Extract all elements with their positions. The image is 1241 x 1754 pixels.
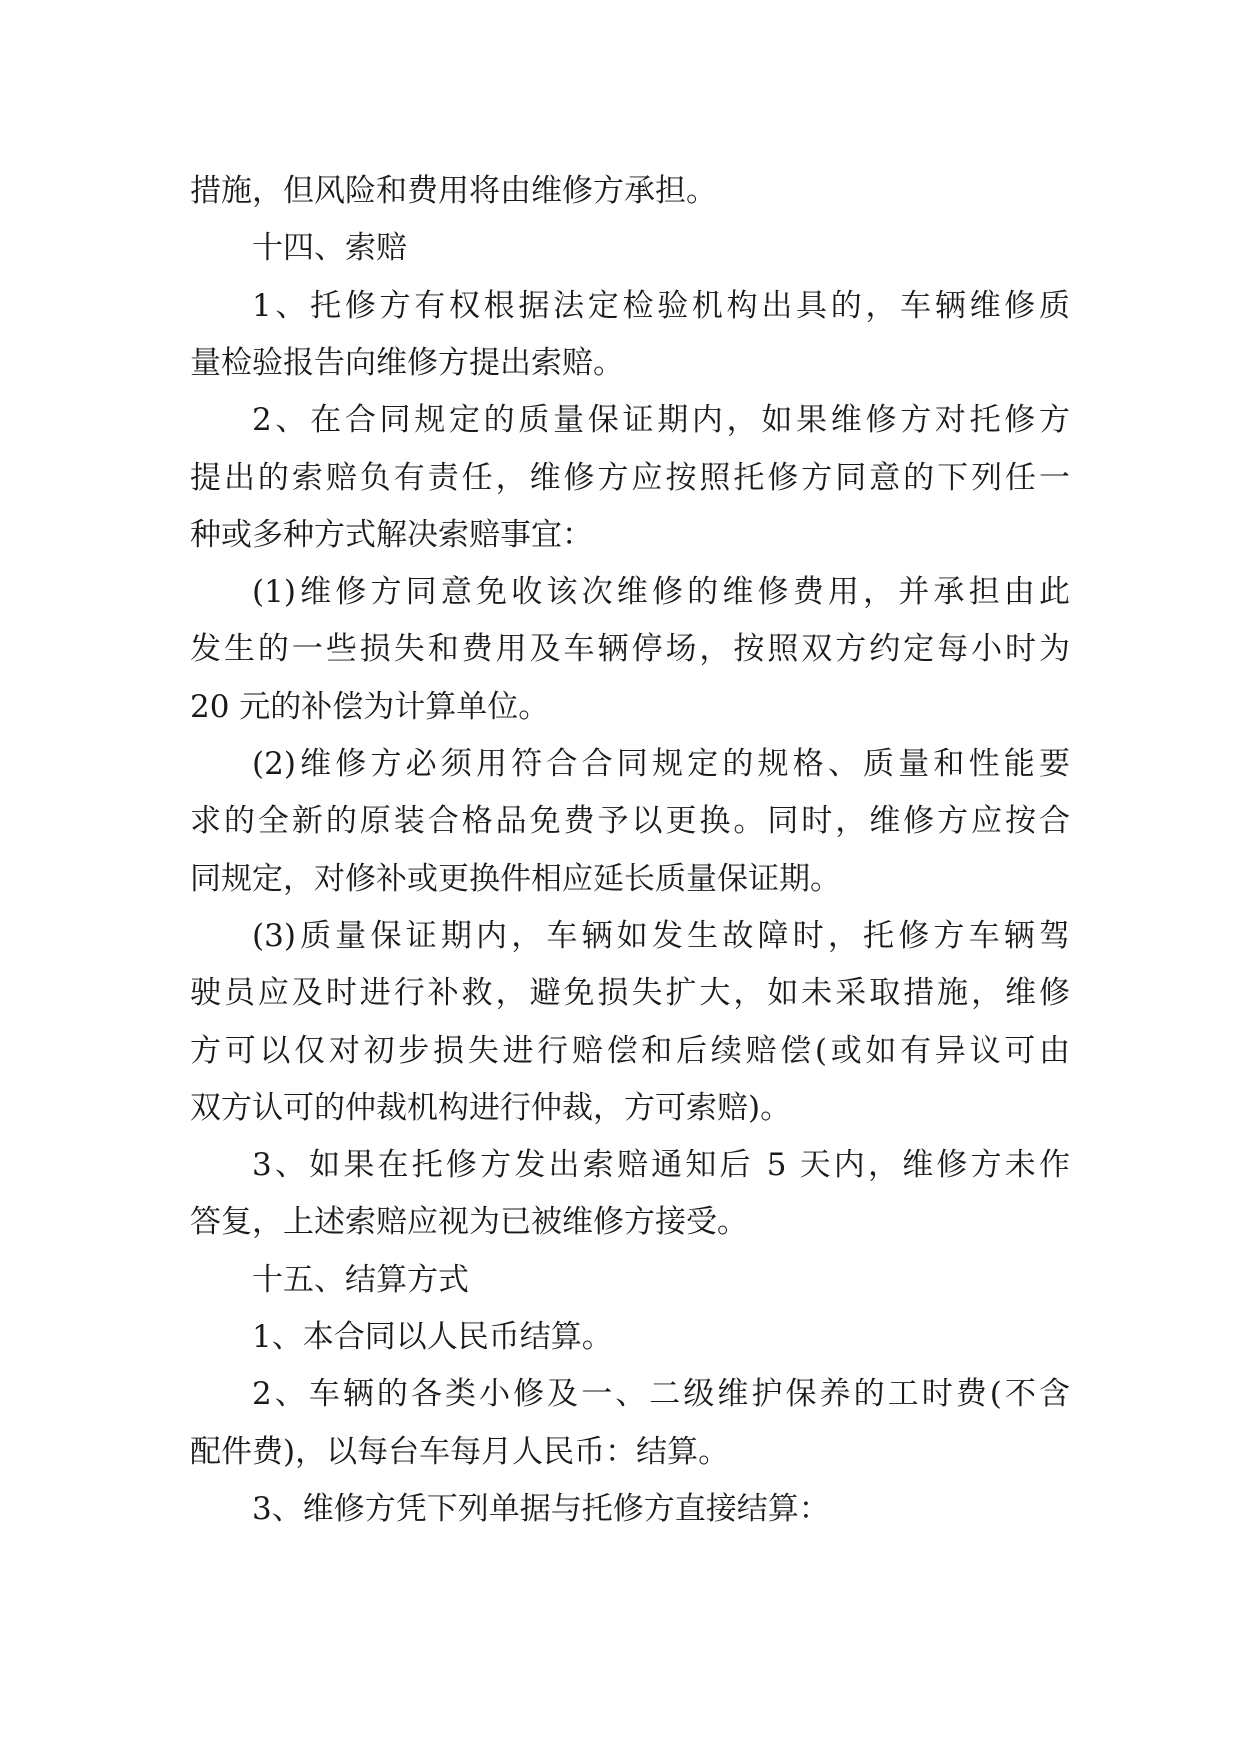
text-line: 3、维修方凭下列单据与托修方直接结算： bbox=[252, 1491, 830, 1527]
text-line: 1、托修方有权根据法定检验机构出具的，车辆维修质 bbox=[252, 288, 1070, 324]
text-line: 20 元的补偿为计算单位。 bbox=[190, 689, 550, 725]
text-line: 同规定，对修补或更换件相应延长质量保证期。 bbox=[190, 861, 841, 897]
text-line: 求的全新的原装合格品免费予以更换。同时，维修方应按合 bbox=[190, 803, 1070, 839]
text-line: 量检验报告向维修方提出索赔。 bbox=[190, 345, 624, 381]
text-line: 十五、结算方式 bbox=[252, 1262, 469, 1298]
text-line: 答复，上述索赔应视为已被维修方接受。 bbox=[190, 1204, 748, 1240]
text-line: 驶员应及时进行补救，避免损失扩大，如未采取措施，维修 bbox=[190, 975, 1070, 1011]
text-line: 2、车辆的各类小修及一、二级维护保养的工时费(不含 bbox=[252, 1376, 1070, 1412]
text-line: (2)维修方必须用符合合同规定的规格、质量和性能要 bbox=[252, 746, 1070, 782]
text-line: 2、在合同规定的质量保证期内，如果维修方对托修方 bbox=[252, 402, 1070, 438]
text-line: 方可以仅对初步损失进行赔偿和后续赔偿(或如有异议可由 bbox=[190, 1033, 1070, 1069]
text-line: (3)质量保证期内，车辆如发生故障时，托修方车辆驾 bbox=[252, 918, 1070, 954]
text-line: 措施，但风险和费用将由维修方承担。 bbox=[190, 173, 717, 209]
text-line: (1)维修方同意免收该次维修的维修费用，并承担由此 bbox=[252, 574, 1070, 610]
text-line: 发生的一些损失和费用及车辆停场，按照双方约定每小时为 bbox=[190, 631, 1070, 667]
text-line: 3、如果在托修方发出索赔通知后 5 天内，维修方未作 bbox=[252, 1147, 1070, 1183]
text-line: 种或多种方式解决索赔事宜： bbox=[190, 517, 593, 553]
text-line: 双方认可的仲裁机构进行仲裁，方可索赔)。 bbox=[190, 1090, 792, 1126]
text-line: 1、本合同以人民币结算。 bbox=[252, 1319, 613, 1355]
text-line: 配件费)，以每台车每月人民币：结算。 bbox=[190, 1434, 730, 1470]
text-line: 十四、索赔 bbox=[252, 230, 407, 266]
text-line: 提出的索赔负有责任，维修方应按照托修方同意的下列任一 bbox=[190, 460, 1070, 496]
